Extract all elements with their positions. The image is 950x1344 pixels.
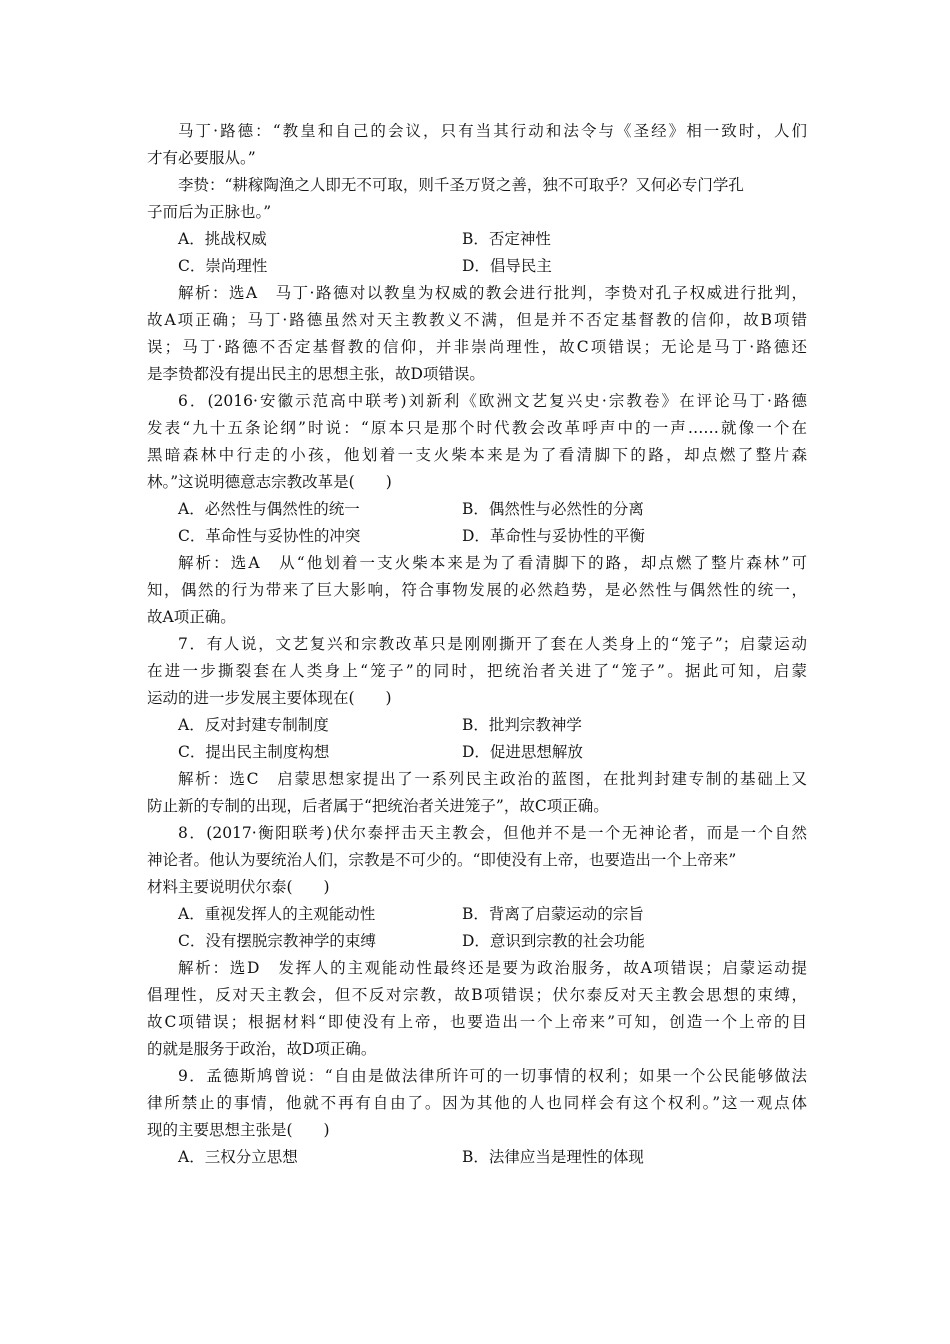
answer-option: D．意识到宗教的社会功能 [462,932,645,950]
text-line: 故A项正确。 [147,608,236,626]
text-line: 在进一步撕裂套在人类身上“笼子”的同时，把统治者关进了“笼子”。据此可知，启蒙 [147,662,807,680]
text-line: 材料主要说明伏尔泰( ) [147,878,330,896]
answer-option: A．反对封建专制制度 [178,716,329,734]
text-line: 防止新的专制的出现，后者属于“把统治者关进笼子”，故C项正确。 [147,797,609,815]
text-line: 律所禁止的事情，他就不再有自由了。因为其他的人也同样会有这个权利。”这一观点体 [147,1094,807,1112]
text-line: 发表“九十五条论纲”时说：“原本只是那个时代教会改革呼声中的一声……就像一个在 [147,419,807,437]
answer-option: C．革命性与妥协性的冲突 [178,527,361,545]
answer-option: A．重视发挥人的主观能动性 [178,905,376,923]
answer-options-row [147,901,807,928]
answer-option: A．挑战权威 [178,230,267,248]
answer-options-row [147,523,807,550]
answer-option: B．法律应当是理性的体现 [462,1148,644,1166]
text-line: 9．孟德斯鸠曾说：“自由是做法律所许可的一切事情的权利；如果一个公民能够做法 [178,1067,807,1085]
answer-options-row [147,226,807,253]
text-line: 才有必要服从。” [147,149,256,167]
text-line: 解析：选A 马丁·路德对以教皇为权威的教会进行批判，李贽对孔子权威进行批判， [178,284,807,302]
text-line: 现的主要思想主张是( ) [147,1121,330,1139]
answer-option: C．提出民主制度构想 [178,743,330,761]
text-line: 解析：选A 从“他划着一支火柴本来是为了看清脚下的路，却点燃了整片森林”可 [178,554,807,572]
text-line: 6．(2016·安徽示范高中联考)刘新利《欧洲文艺复兴史·宗教卷》在评论马丁·路德 [178,392,807,410]
answer-options-row [147,496,807,523]
answer-options-row [147,712,807,739]
answer-options-row [147,928,807,955]
text-line: 解析：选C 启蒙思想家提出了一系列民主政治的蓝图，在批判封建专制的基础上又 [178,770,807,788]
answer-option: C．没有摆脱宗教神学的束缚 [178,932,376,950]
answer-option: D．倡导民主 [462,257,552,275]
text-line: 运动的进一步发展主要体现在( ) [147,689,392,707]
document-page [147,118,807,1171]
answer-option: B．偶然性与必然性的分离 [462,500,644,518]
text-line: 林。”这说明德意志宗教改革是( ) [147,473,392,491]
text-line: 知，偶然的行为带来了巨大影响，符合事物发展的必然趋势，是必然性与偶然性的统一， [147,581,807,599]
text-line: 8．(2017·衡阳联考)伏尔泰抨击天主教会，但他并不是一个无神论者，而是一个自然 [178,824,807,842]
text-line: 马丁·路德：“教皇和自己的会议，只有当其行动和法令与《圣经》相一致时，人们 [178,122,807,140]
answer-option: A．三权分立思想 [178,1148,298,1166]
answer-options-row [147,739,807,766]
text-line: 是李贽都没有提出民主的思想主张，故D项错误。 [147,365,485,383]
text-line: 解析：选D 发挥人的主观能动性最终还是要为政治服务，故A项错误；启蒙运动提 [178,959,807,977]
answer-option: D．促进思想解放 [462,743,583,761]
answer-option: B．批判宗教神学 [462,716,582,734]
text-line: 的就是服务于政治，故D项正确。 [147,1040,377,1058]
answer-option: B．背离了启蒙运动的宗旨 [462,905,644,923]
text-line: 神论者。他认为要统治人们，宗教是不可少的。“即使没有上帝，也要造出一个上帝来” [147,851,737,869]
text-line: 7．有人说，文艺复兴和宗教改革只是刚刚撕开了套在人类身上的“笼子”；启蒙运动 [178,635,807,653]
text-line: 误；马丁·路德不否定基督教的信仰，并非崇尚理性，故C项错误；无论是马丁·路德还 [147,338,807,356]
text-line: 故C项错误；根据材料“即使没有上帝，也要造出一个上帝来”可知，创造一个上帝的目 [147,1013,807,1031]
text-line: 子而后为正脉也。” [147,203,272,221]
answer-options-row [147,253,807,280]
answer-option: C．崇尚理性 [178,257,268,275]
text-line: 李贽：“耕稼陶渔之人即无不可取，则千圣万贤之善，独不可取乎？又何必专门学孔 [178,176,744,194]
text-line: 黑暗森林中行走的小孩，他划着一支火柴本来是为了看清脚下的路，却点燃了整片森 [147,446,807,464]
text-line: 故A项正确；马丁·路德虽然对天主教教义不满，但是并不否定基督教的信仰，故B项错 [147,311,807,329]
answer-options-row [147,1144,807,1171]
answer-option: B．否定神性 [462,230,551,248]
answer-option: A．必然性与偶然性的统一 [178,500,360,518]
answer-option: D．革命性与妥协性的平衡 [462,527,645,545]
text-line: 倡理性，反对天主教会，但不反对宗教，故B项错误；伏尔泰反对天主教会思想的束缚， [147,986,807,1004]
